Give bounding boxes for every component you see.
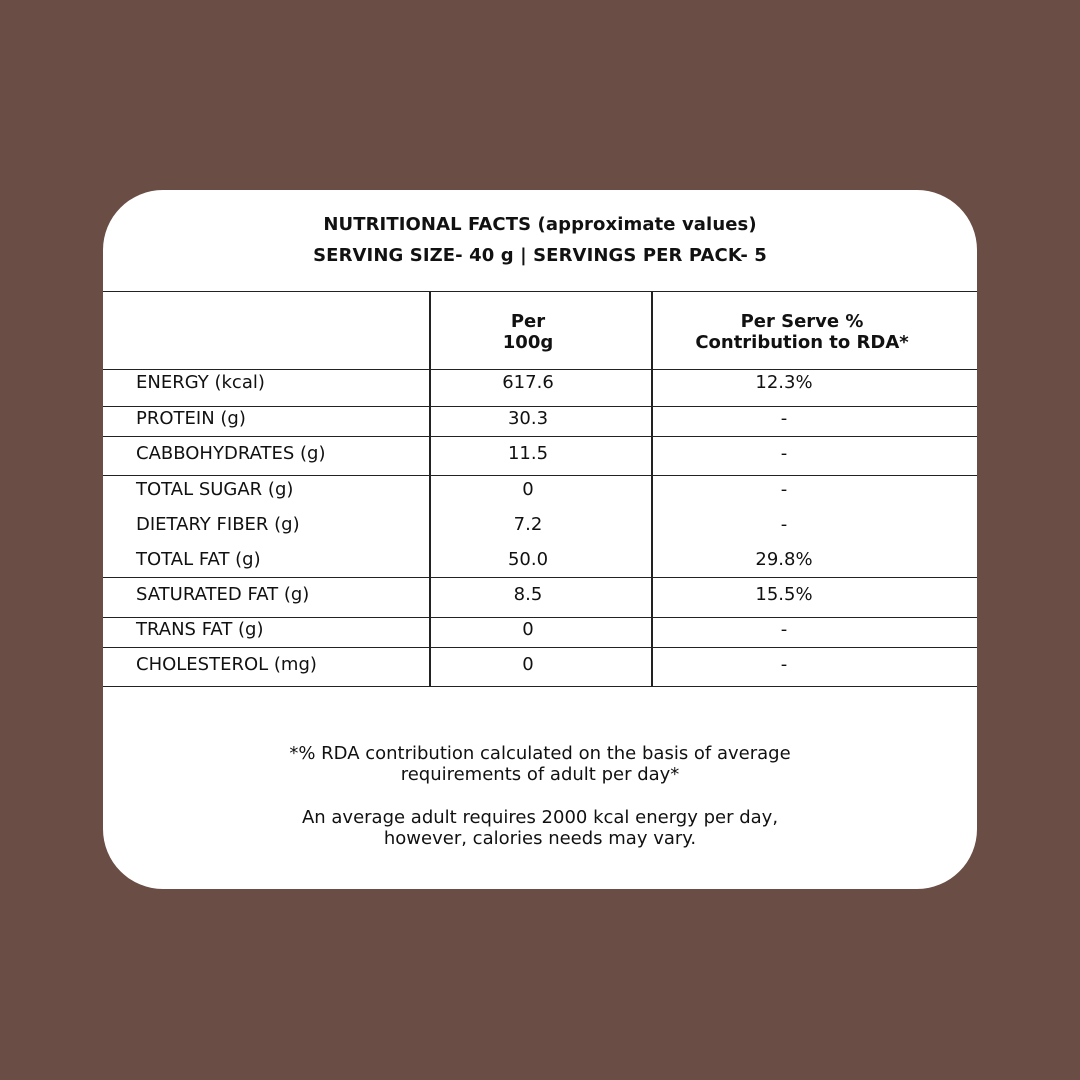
row-dietary-fiber-rda: - <box>780 514 788 535</box>
row-protein-per100: 30.3 <box>507 408 549 429</box>
row-saturated-fat-per100: 8.5 <box>513 584 543 605</box>
row-cholesterol-name: CHOLESTEROL (mg) <box>136 654 317 675</box>
row-total-sugar-per100: 0 <box>522 479 534 500</box>
table-top-border <box>103 291 977 292</box>
row-protein-rda: - <box>780 408 788 429</box>
row-carbohydrates-rda: - <box>780 443 788 464</box>
title-line-2: SERVING SIZE- 40 g | SERVINGS PER PACK- 5 <box>313 245 767 266</box>
row-total-sugar-name: TOTAL SUGAR (g) <box>136 479 294 500</box>
row-energy-per100: 617.6 <box>502 372 554 393</box>
row-divider <box>103 617 977 618</box>
nutrition-card <box>103 190 977 889</box>
row-dietary-fiber-per100: 7.2 <box>513 514 543 535</box>
rda-footnote <box>103 743 977 785</box>
row-saturated-fat-rda: 15.5% <box>755 584 813 605</box>
column-header-per100 <box>430 311 626 353</box>
row-divider <box>103 577 977 578</box>
energy-footnote-line1: An average adult requires 2000 kcal energy per day, <box>301 807 779 828</box>
row-total-sugar-rda: - <box>780 479 788 500</box>
column-header-per100-line1: Per <box>510 311 546 332</box>
row-trans-fat-per100: 0 <box>522 619 534 640</box>
table-bottom-border <box>103 686 977 687</box>
row-carbohydrates-per100: 11.5 <box>507 443 549 464</box>
column-header-rda <box>653 311 951 353</box>
title-line-1: NUTRITIONAL FACTS (approximate values) <box>323 214 757 235</box>
row-dietary-fiber-name: DIETARY FIBER (g) <box>136 514 300 535</box>
row-trans-fat-name: TRANS FAT (g) <box>136 619 264 640</box>
row-energy-name: ENERGY (kcal) <box>136 372 265 393</box>
energy-footnote-line2: however, calories needs may vary. <box>383 828 697 849</box>
row-saturated-fat-name: SATURATED FAT (g) <box>136 584 310 605</box>
column-header-per100-line2: 100g <box>502 332 554 353</box>
row-trans-fat-rda: - <box>780 619 788 640</box>
row-total-fat-name: TOTAL FAT (g) <box>136 549 261 570</box>
row-total-fat-per100: 50.0 <box>507 549 549 570</box>
row-divider <box>103 406 977 407</box>
rda-footnote-line1: *% RDA contribution calculated on the basis of average <box>289 743 791 764</box>
row-divider <box>103 436 977 437</box>
column-header-rda-line1: Per Serve % <box>740 311 864 332</box>
row-carbohydrates-name: CABBOHYDRATES (g) <box>136 443 326 464</box>
rda-footnote-line2: requirements of adult per day* <box>400 764 680 785</box>
row-energy-rda: 12.3% <box>755 372 813 393</box>
row-cholesterol-rda: - <box>780 654 788 675</box>
energy-footnote <box>103 807 977 849</box>
row-protein-name: PROTEIN (g) <box>136 408 246 429</box>
column-header-rda-line2: Contribution to RDA* <box>695 332 909 353</box>
row-divider <box>103 647 977 648</box>
row-cholesterol-per100: 0 <box>522 654 534 675</box>
row-total-fat-rda: 29.8% <box>755 549 813 570</box>
header-bottom-border <box>103 369 977 370</box>
row-divider <box>103 475 977 476</box>
